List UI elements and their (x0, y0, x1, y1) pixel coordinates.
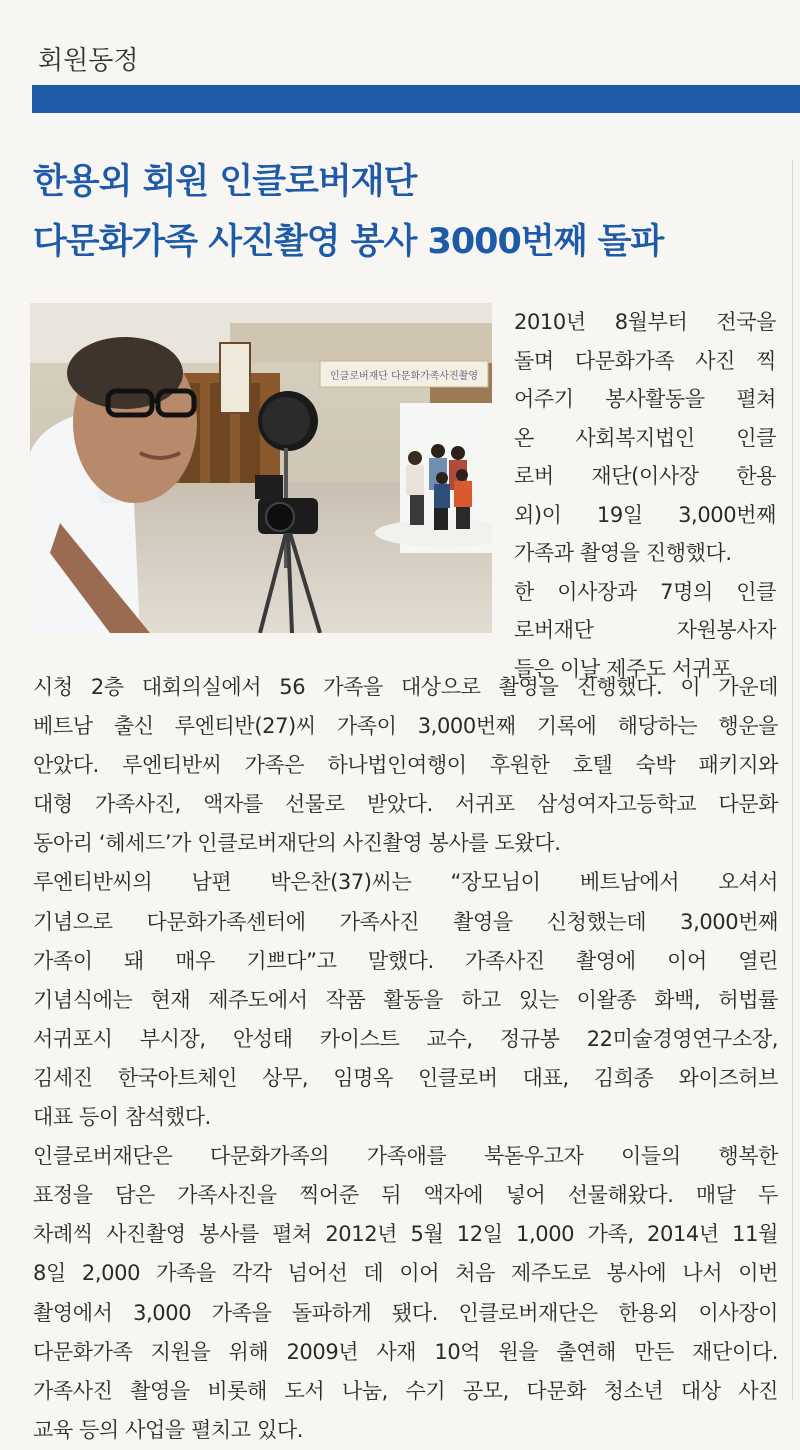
family-group (406, 444, 472, 530)
article-line: 동아리 ‘헤세드’가 인클로버재단의 사진촬영 봉사를 도왔다. (33, 831, 561, 856)
article-line: 대형 가족사진, 액자를 선물로 받았다. 서귀포 삼성여자고등학교 다문화 (33, 792, 778, 817)
article-line: 촬영에서 3,000 가족을 돌파하게 됐다. 인클로버재단은 한용외 이사장이 (33, 1300, 778, 1325)
article-line: 로버 재단(이사장 한용 (514, 464, 776, 488)
article-line: 기념식에는 현재 제주도에서 작품 활동을 하고 있는 이왈종 화백, 허법률 (33, 987, 778, 1012)
article-line: 김세진 한국아트체인 상무, 임명옥 인클로버 대표, 김희종 와이즈허브 (33, 1065, 778, 1090)
article-line: 가족사진 촬영을 비롯해 도서 나눔, 수기 공모, 다문화 청소년 대상 사진 (33, 1378, 778, 1403)
article-line: 어주기 봉사활동을 펼쳐 (514, 387, 776, 411)
section-label: 회원동정 (38, 46, 139, 76)
page-edge-shadow (792, 160, 793, 1400)
article-line: 돌며 다문화가족 사진 찍 (514, 348, 776, 373)
article-line: 가족과 촬영을 진행했다. (514, 541, 732, 565)
article-line: 루엔티반씨의 남편 박은찬(37)씨는 “장모님이 베트남에서 오셔서 (33, 870, 778, 895)
article-line: 베트남 출신 루엔티반(27)씨 가족이 3,000번째 기록에 해당하는 행운을 (33, 714, 778, 739)
article-line: 2010년 8월부터 전국을 (514, 310, 776, 334)
article-line: 로버재단 자원봉사자 (514, 618, 776, 642)
article-line: 표정을 담은 가족사진을 찍어준 뒤 액자에 넣어 선물해왔다. 매달 두 (33, 1183, 778, 1208)
photo-banner-text: 인클로버재단 다문화가족사진촬영 (330, 371, 479, 382)
article-line: 8일 2,000 가족을 각각 넘어선 데 이어 처음 제주도로 봉사에 나서 이번 (33, 1261, 778, 1286)
article-line: 들은 이날 제주도 서귀포 (514, 656, 732, 681)
article-line: 교육 등의 사업을 펼치고 있다. (33, 1417, 304, 1442)
article-line: 한 이사장과 7명의 인클 (514, 579, 776, 604)
article-line: 가족이 돼 매우 기쁘다”고 말했다. 가족사진 촬영에 이어 열린 (33, 948, 778, 973)
article-line: 안았다. 루엔티반씨 가족은 하나법인여행이 후원한 호텔 숙박 패키지와 (33, 753, 778, 778)
article-line: 서귀포시 부시장, 안성태 카이스트 교수, 정규봉 22미술경영연구소장, (33, 1026, 778, 1051)
photo-illustration (30, 303, 492, 633)
article-line: 차례씩 사진촬영 봉사를 펼쳐 2012년 5월 12일 1,000 가족, 2014년 11월 (33, 1222, 778, 1247)
article-line: 대표 등이 참석했다. (33, 1105, 211, 1130)
article-line: 다문화가족 지원을 위해 2009년 사재 10억 원을 출연해 만든 재단이다. (33, 1339, 778, 1364)
article-line: 온 사회복지법인 인클 (514, 425, 776, 450)
headline-line-2: 다문화가족 사진촬영 봉사 3000번째 돌파 (33, 222, 664, 262)
article-body-right-column (514, 303, 776, 688)
article-line: 기념으로 다문화가족센터에 가족사진 촬영을 신청했는데 3,000번째 (33, 909, 778, 934)
article-line: 외)이 19일 3,000번째 (514, 502, 776, 527)
headline-line-1: 한용외 회원 인클로버재단 (33, 162, 417, 202)
article-line: 시청 2층 대회의실에서 56 가족을 대상으로 촬영을 진행했다. 이 가운데 (33, 675, 778, 699)
article-photo (30, 303, 492, 633)
article-headline (33, 152, 793, 272)
section-header-bar (32, 85, 800, 113)
article-body-full-width (33, 668, 778, 1450)
article-line: 인클로버재단은 다문화가족의 가족애를 북돋우고자 이들의 행복한 (33, 1144, 778, 1169)
